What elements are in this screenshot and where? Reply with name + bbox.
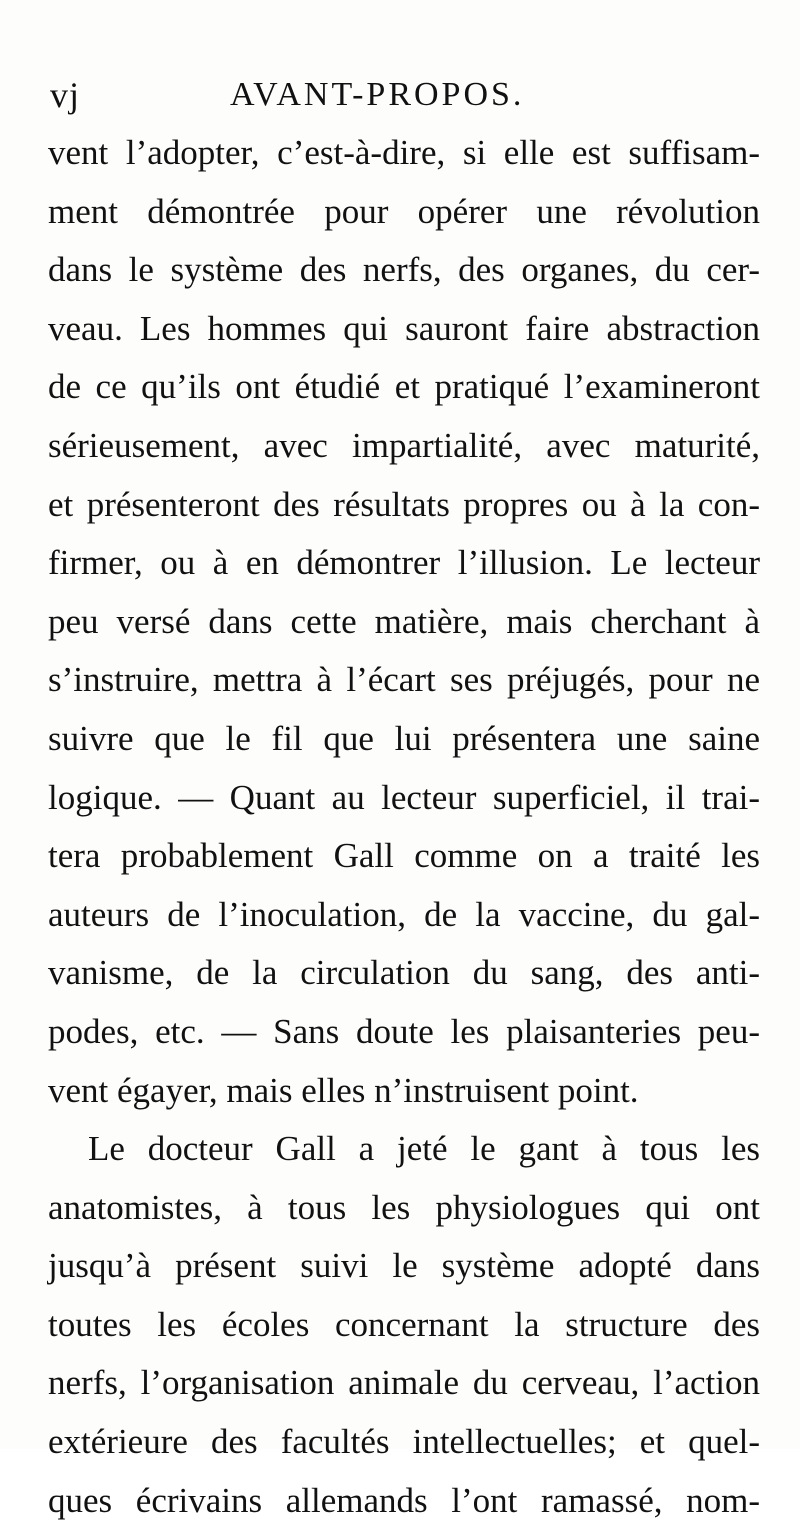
text-line: nerfs, l’organisation animale du cerveau, l’action (48, 1363, 760, 1403)
text-line: peu versé dans cette matière, mais cherchant à (48, 601, 760, 641)
text-line: de ce qu’ils ont étudié et pratiqué l’examineront (48, 367, 760, 407)
text-line: vanisme, de la circulation du sang, des anti- (48, 953, 760, 993)
text-line: logique. — Quant au lecteur superficiel, il trai- (48, 777, 760, 817)
text-line: ment démontrée pour opérer une révolution (48, 191, 760, 231)
text-line: tera probablement Gall comme on a traité les (48, 836, 760, 876)
text-line: jusqu’à présent suivi le système adopté dans (48, 1246, 760, 1286)
text-line: toutes les écoles concernant la structure des (48, 1304, 760, 1344)
page-header (50, 70, 760, 120)
text-line: ques écrivains allemands l’ont ramassé, nom- (48, 1480, 760, 1520)
text-line: et présenteront des résultats propres ou à la con- (48, 484, 760, 524)
text-line: veau. Les hommes qui sauront faire abstraction (48, 308, 760, 348)
text-line: sérieusement, avec impartialité, avec maturité, (48, 425, 760, 465)
text-line: podes, etc. — Sans doute les plaisanteries peu- (48, 1011, 760, 1051)
text-line: s’instruire, mettra à l’écart ses préjugés, pour ne (48, 660, 760, 700)
body-text (48, 124, 760, 1530)
paragraph-last-line: vent égayer, mais elles n’instruisent point. (48, 1070, 639, 1110)
text-line: suivre que le fil que lui présentera une saine (48, 718, 760, 758)
text-line: extérieure des facultés intellectuelles; et quel- (48, 1422, 760, 1462)
paragraph-first-line: Le docteur Gall a jeté le gant à tous les (88, 1129, 760, 1169)
text-line: vent l’adopter, c’est-à-dire, si elle est suffisam- (48, 133, 760, 172)
text-line: auteurs de l’inoculation, de la vaccine, du gal- (48, 894, 760, 934)
text-line: firmer, ou à en démontrer l’illusion. Le lecteur (48, 543, 760, 583)
running-head: AVANT-PROPOS. (230, 76, 525, 113)
text-line: anatomistes, à tous les physiologues qui ont (48, 1187, 760, 1227)
page-number: vj (50, 75, 81, 115)
text-line: dans le système des nerfs, des organes, du cer- (48, 250, 760, 290)
